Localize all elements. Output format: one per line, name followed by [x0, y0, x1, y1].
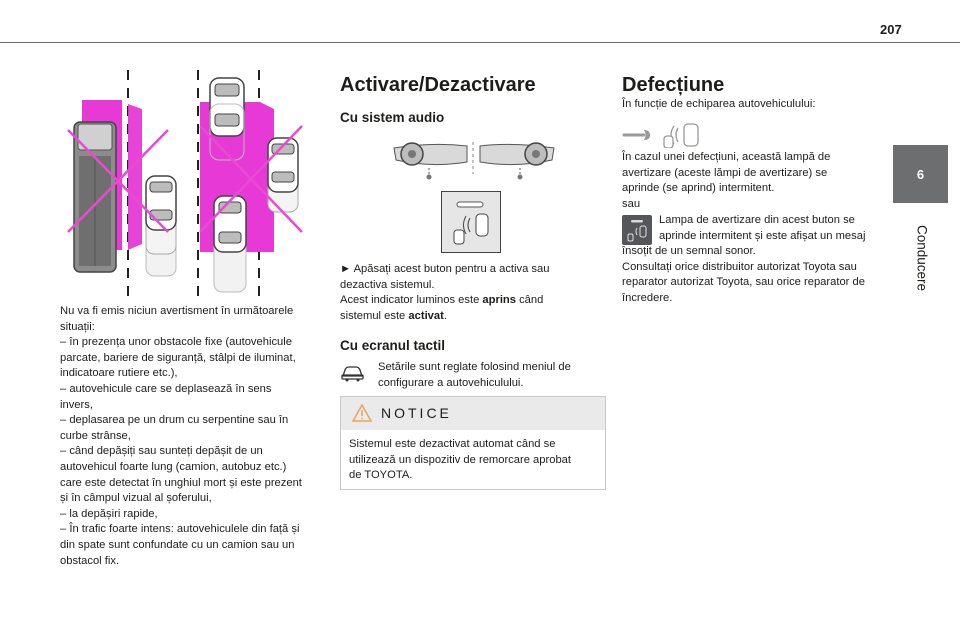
blind-spot-button-icon	[442, 192, 500, 252]
text-line: parcate, bariere de siguranță, stâlpi de iluminat,	[60, 351, 296, 364]
text-line: autovehicul foarte lung (camion, autobuz etc.)	[60, 460, 287, 473]
notice-title: NOTICE	[381, 405, 452, 421]
blind-spot-illustration	[60, 64, 322, 296]
text-line: și în câmpul vizual al șoferului,	[60, 492, 212, 505]
text-line: obstacol fix.	[60, 554, 120, 567]
text-line: configurare a autovehiculului.	[378, 376, 524, 389]
text-line: – autovehicule care se deplasează în sens	[60, 382, 272, 395]
malfunction-text-2	[659, 213, 894, 244]
heading-audio-system: Cu sistem audio	[340, 110, 445, 125]
notice-text	[349, 437, 601, 484]
section-title-activation: Activare/Dezactivare	[340, 74, 536, 96]
text-line: Sistemul este dezactivat automat când se	[349, 438, 556, 450]
or-text: sau	[622, 197, 641, 210]
instruction-line: ► Apăsați acest buton pentru a activa sau	[340, 263, 550, 275]
ego-car-right	[214, 196, 246, 292]
indicator-text: când	[515, 294, 544, 307]
notice-header	[341, 397, 605, 430]
text-line: care este detectat în unghiul mort și este prezent	[60, 476, 302, 489]
indicator-state-on: aprins	[482, 294, 516, 307]
text-line: – când depășiți sau sunteți depășit de un	[60, 445, 263, 458]
indicator-line	[340, 309, 602, 325]
malfunction-text-1	[622, 150, 892, 212]
indicator-text: Acest indicator luminos este	[340, 294, 483, 307]
section-title-malfunction: Defecțiune	[622, 74, 725, 96]
steering-wheel-icon	[480, 143, 554, 180]
text-line: încredere.	[622, 291, 673, 304]
text-line: aprinde intermitent și este afișat un mesaj	[659, 229, 866, 242]
instruction-line: dezactiva sistemul.	[340, 278, 435, 291]
malfunction-text-3	[622, 244, 892, 306]
blind-spot-button-icon	[622, 215, 652, 245]
text-line: însoțit de un semnal sonor.	[622, 245, 756, 257]
equipment-intro: În funcție de echiparea autovehiculului:	[622, 98, 816, 110]
car-settings-icon	[341, 364, 365, 382]
chapter-tab-label: Conducere	[914, 224, 930, 292]
touchscreen-text	[378, 360, 603, 391]
indicator-text: sistemul este	[340, 309, 409, 322]
blind-spot-button[interactable]	[441, 191, 501, 253]
blind-zone-left-edge	[128, 104, 142, 250]
audio-instructions	[340, 262, 602, 324]
header-rule	[0, 42, 960, 43]
indicator-text: .	[443, 309, 447, 322]
text-line: Lampa de avertizare din acest buton se	[659, 214, 855, 226]
chapter-tab-number[interactable]: 6	[893, 145, 948, 203]
text-line: din spate sunt confundate cu un camion sau un	[60, 538, 295, 551]
text-line: – la depășiri rapide,	[60, 507, 158, 520]
steering-wheel-icon	[394, 143, 467, 180]
text-line: situații:	[60, 320, 95, 333]
wrench-icon	[624, 130, 650, 140]
text-line: de TOYOTA.	[349, 469, 413, 482]
page-number: 207	[880, 22, 902, 37]
text-line: – În trafic foarte intens: autovehiculele din față și	[60, 523, 300, 536]
text-line: Nu va fi emis niciun avertisment în următoarele	[60, 305, 294, 317]
indicator-state-active: activat	[408, 309, 444, 322]
text-line: avertizare (aceste lămpi de avertizare) se	[622, 166, 828, 179]
text-line: utilizează un dispozitiv de remorcare aprobat	[349, 453, 572, 466]
left-column-text	[60, 304, 330, 569]
text-line: curbe strânse,	[60, 429, 131, 442]
text-line: Setările sunt reglate folosind meniul de	[378, 361, 571, 373]
warning-triangle-icon	[351, 403, 373, 423]
text-line: aprinde (se aprind) intermitent.	[622, 182, 775, 195]
chapter-tab-label-box	[897, 206, 947, 316]
text-line: invers,	[60, 398, 93, 411]
warning-lamps	[622, 120, 706, 148]
text-line: reparator autorizat Toyota, sau orice reparator de	[622, 276, 865, 289]
text-line: indicatoare rutiere etc.),	[60, 367, 178, 380]
steering-wheel-illustration	[392, 140, 557, 180]
text-line: – deplasarea pe un drum cu serpentine sau în	[60, 414, 289, 427]
blind-spot-warning-icon	[664, 124, 698, 148]
heading-touchscreen: Cu ecranul tactil	[340, 338, 446, 353]
warning-button	[622, 215, 652, 245]
truck-illustration	[74, 122, 116, 272]
text-line: – în prezența unor obstacole fixe (autovehicule	[60, 336, 292, 349]
indicator-line	[340, 293, 602, 309]
notice-box	[340, 396, 606, 490]
text-line: Consultați orice distribuitor autorizat Toyota sau	[622, 260, 857, 273]
text-line: În cazul unei defecțiuni, această lampă de	[622, 151, 831, 163]
